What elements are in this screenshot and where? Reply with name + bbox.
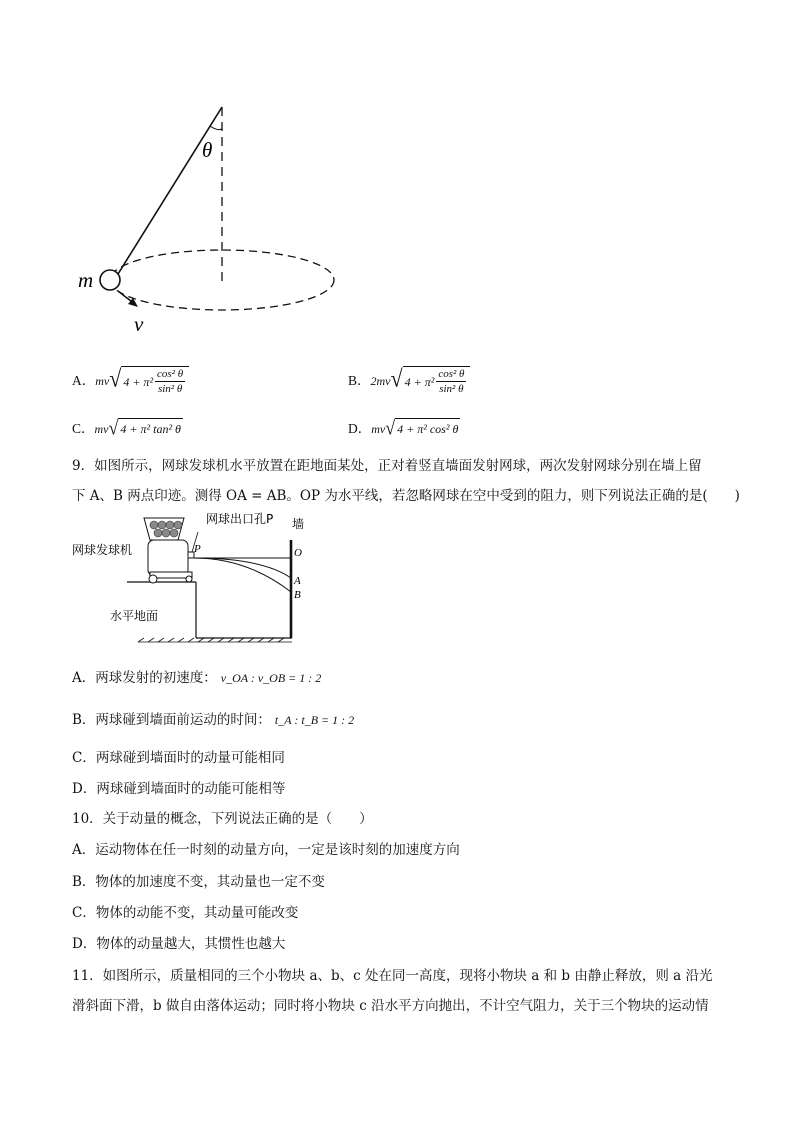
trajectory-b xyxy=(194,558,291,592)
machine-label: 网球发球机 xyxy=(72,543,133,557)
sqrt-expression: √ 4 + π² $\frac{\text{cos² θ}}{\text{sin² θ}}$ xyxy=(391,366,471,396)
option-a-prefix: mv xyxy=(95,374,110,388)
q9-option-b-math: t_A : t_B = 1 : 2 xyxy=(274,713,355,727)
q10-option-b[interactable]: B．物体的加速度不变，其动量也一定不变 xyxy=(72,874,325,890)
option-letter: D． xyxy=(348,420,372,436)
mass-label: m xyxy=(78,268,94,292)
q10-option-d[interactable]: D．物体的动量越大，其惯性也越大 xyxy=(72,936,286,952)
point-b-label: B xyxy=(294,589,301,601)
q9-option-a[interactable] xyxy=(72,668,321,688)
conical-pendulum-figure xyxy=(60,95,360,345)
q9-option-a-math: v_OA : v_OB = 1 : 2 xyxy=(220,671,322,685)
q10-option-a[interactable]: A．运动物体在任一时刻的动量方向，一定是该时刻的加速度方向 xyxy=(72,842,460,858)
radicand: 4 + π² cos² θ xyxy=(395,418,460,439)
sqrt-expression: √ 4 + π² $\frac{\text{cos² θ}}{\text{sin² θ}}$ xyxy=(109,366,189,396)
sqrt-expression: √ 4 + π² cos² θ xyxy=(385,416,459,439)
outlet-label: 网球出口孔P xyxy=(206,512,274,526)
q9-option-d[interactable]: D．两球碰到墙面时的动能可能相等 xyxy=(72,781,286,797)
q11-stem-line1: 11．如图所示，质量相同的三个小物块 a、b、c 处在同一高度，现将小物块 a 和 b 由静止释放，则 a 沿光 xyxy=(72,968,713,984)
machine-body xyxy=(148,540,188,576)
option-c-prefix: mv xyxy=(94,421,109,436)
point-p-label: P xyxy=(194,543,201,555)
q9-option-c[interactable]: C．两球碰到墙面时的动量可能相同 xyxy=(72,750,285,766)
q9-option-a-text: A．两球发射的初速度： xyxy=(72,670,217,686)
radicand: 4 + π² xyxy=(404,374,435,389)
q10-option-c[interactable]: C．物体的动能不变，其动量可能改变 xyxy=(72,905,299,921)
fraction: $\frac{\text{cos² θ}}{\text{sin² θ}}$ xyxy=(157,368,184,395)
q10-stem: 10．关于动量的概念，下列说法正确的是（ ） xyxy=(72,811,373,827)
q9-stem-line1: 9．如图所示，网球发球机水平放置在距地面某处，正对着竖直墙面发射网球，两次发射网球分别在墙上留 xyxy=(72,458,702,474)
ground-label: 水平地面 xyxy=(110,609,159,623)
q8-option-b[interactable] xyxy=(348,366,470,396)
q11-stem-line2: 滑斜面下滑，b 做自由落体运动；同时将小物块 c 沿水平方向抛出，不计空气阻力，关于三个物块的运动情 xyxy=(72,998,709,1014)
q8-option-d[interactable] xyxy=(348,418,460,439)
velocity-label: v xyxy=(134,312,144,336)
option-b-prefix: 2mv xyxy=(370,374,391,388)
wall-label: 墙 xyxy=(292,517,305,531)
q8-option-a[interactable] xyxy=(72,366,189,396)
sqrt-expression: √ 4 + π² tan² θ xyxy=(108,416,181,439)
pendulum-string xyxy=(118,107,222,274)
angle-label: θ xyxy=(202,138,213,162)
q9-option-b[interactable] xyxy=(72,710,354,730)
q8-option-c[interactable] xyxy=(72,418,183,439)
q9-stem-line2: 下 A、B 两点印迹。测得 OA = AB。OP 为水平线，若忽略网球在空中受到的阻力，则下列说法正确的是( ) xyxy=(72,488,740,504)
option-letter: C． xyxy=(72,420,95,436)
radicand: 4 + π² tan² θ xyxy=(118,418,183,439)
tennis-launcher-figure xyxy=(72,512,322,647)
fraction: $\frac{\text{cos² θ}}{\text{sin² θ}}$ xyxy=(438,368,465,395)
option-letter: A． xyxy=(72,373,96,388)
point-o-label: O xyxy=(294,547,302,559)
trajectory-a xyxy=(194,558,291,578)
machine-wheel-right xyxy=(186,576,192,582)
pendulum-bob xyxy=(100,270,120,290)
angle-arc xyxy=(210,126,222,130)
radicand: 4 + π² xyxy=(123,374,154,389)
point-a-label: A xyxy=(294,575,301,587)
q9-option-b-text: B．两球碰到墙面前运动的时间： xyxy=(72,712,271,728)
machine-wheel-left xyxy=(149,575,157,583)
option-letter: B． xyxy=(348,373,371,388)
option-d-prefix: mv xyxy=(371,421,386,436)
